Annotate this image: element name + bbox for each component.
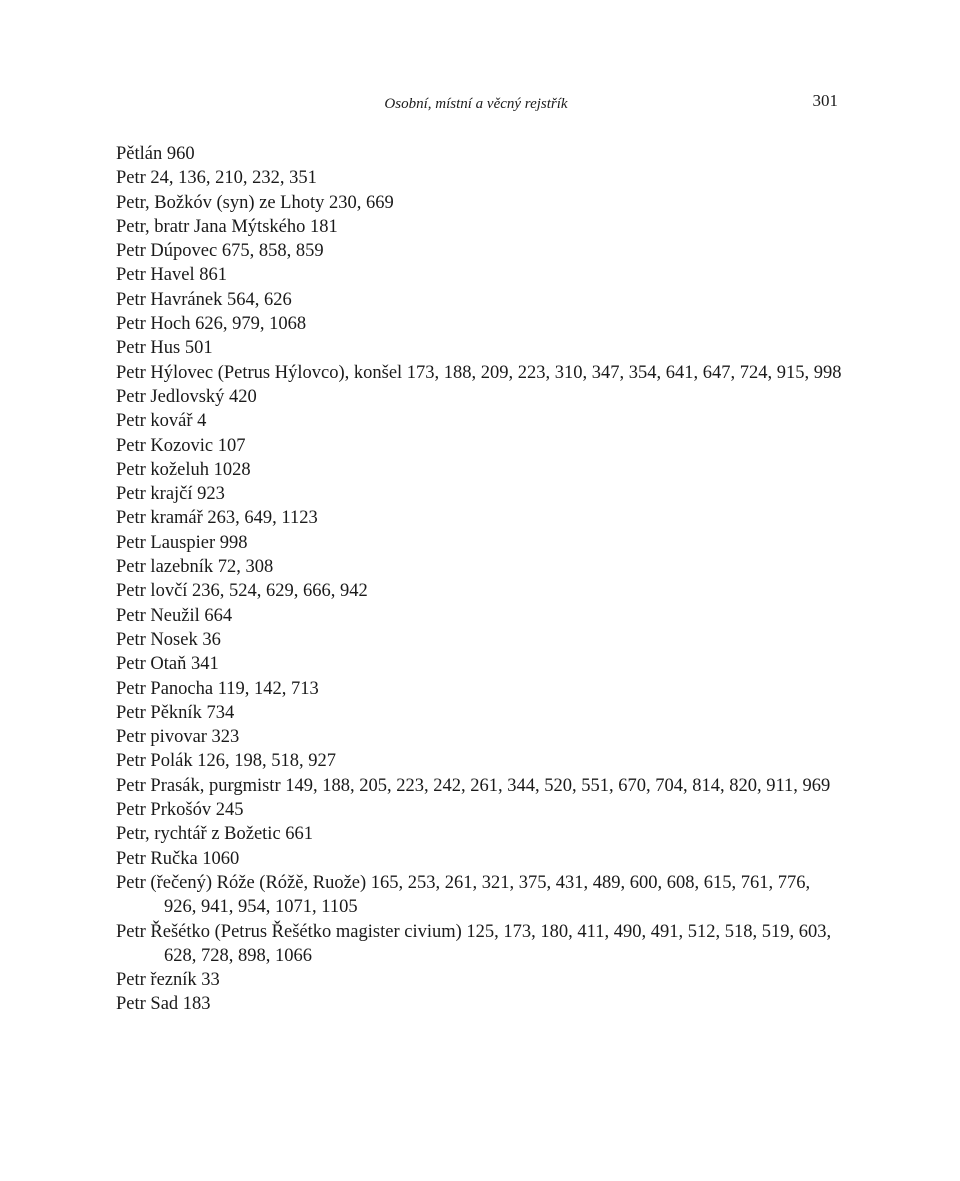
index-entry: Petr Hus 501: [116, 338, 213, 359]
index-entry: Pětlán 960: [116, 144, 195, 164]
index-entry: Petr Řešétko (Petrus Řešétko magister civium) 125, 173, 180, 411, 490, 491, 512, 518, 519, 603, 628, 728, 898, 1066: [116, 921, 832, 966]
index-entry: Petr kramář 263, 649, 1123: [116, 508, 318, 529]
index-entry-list: [116, 142, 846, 1017]
index-entry: Petr Neužil 664: [116, 605, 233, 626]
index-entry: Petr Otaň 341: [116, 654, 219, 675]
index-entry: Petr Ručka 1060: [116, 848, 240, 869]
index-entry: Petr Sad 183: [116, 994, 211, 1015]
index-entry: Petr kovář 4: [116, 411, 207, 432]
index-entry: Petr pivovar 323: [116, 727, 240, 748]
index-entry: Petr Prasák, purgmistr 149, 188, 205, 223, 242, 261, 344, 520, 551, 670, 704, 814, 820, 911, 969: [116, 775, 831, 796]
index-entry: Petr, rychtář z Božetic 661: [116, 824, 314, 845]
index-entry: Petr Pěkník 734: [116, 702, 235, 723]
running-title: Osobní, místní a věcný rejstřík: [384, 96, 568, 112]
index-entry: Petr Jedlovský 420: [116, 386, 257, 407]
index-entry: Petr Hoch 626, 979, 1068: [116, 314, 307, 335]
index-entry: Petr Lauspier 998: [116, 532, 248, 553]
index-entry: Petr Hýlovec (Petrus Hýlovco), konšel 173, 188, 209, 223, 310, 347, 354, 641, 647, 724, 915, 998: [116, 362, 842, 383]
index-entry: Petr Havel 861: [116, 265, 227, 286]
index-entry: Petr Panocha 119, 142, 713: [116, 678, 319, 699]
index-entry: Petr řezník 33: [116, 970, 220, 991]
page-number: 301: [812, 91, 838, 110]
index-entry: Petr Dúpovec 675, 858, 859: [116, 241, 324, 262]
index-entry: Petr Kozovic 107: [116, 435, 246, 456]
index-entry: Petr koželuh 1028: [116, 459, 251, 480]
index-entry: Petr Prkošóv 245: [116, 800, 244, 821]
index-entry: Petr lovčí 236, 524, 629, 666, 942: [116, 581, 368, 602]
index-entry: Petr, Božkóv (syn) ze Lhoty 230, 669: [116, 192, 394, 213]
index-entry: Petr krajčí 923: [116, 484, 225, 505]
running-head: [114, 92, 838, 116]
index-entry: Petr (řečený) Róže (Róžě, Ruože) 165, 253, 261, 321, 375, 431, 489, 600, 608, 615, 761, 776, 926, 941, 954, 1071, 1105: [116, 872, 811, 918]
index-entry: Petr lazebník 72, 308: [116, 557, 274, 578]
index-entry: Petr 24, 136, 210, 232, 351: [116, 168, 317, 189]
index-entry: Petr Havránek 564, 626: [116, 289, 292, 310]
index-entry: Petr Polák 126, 198, 518, 927: [116, 751, 336, 772]
index-entry: Petr Nosek 36: [116, 629, 221, 650]
index-entry: Petr, bratr Jana Mýtského 181: [116, 216, 338, 237]
